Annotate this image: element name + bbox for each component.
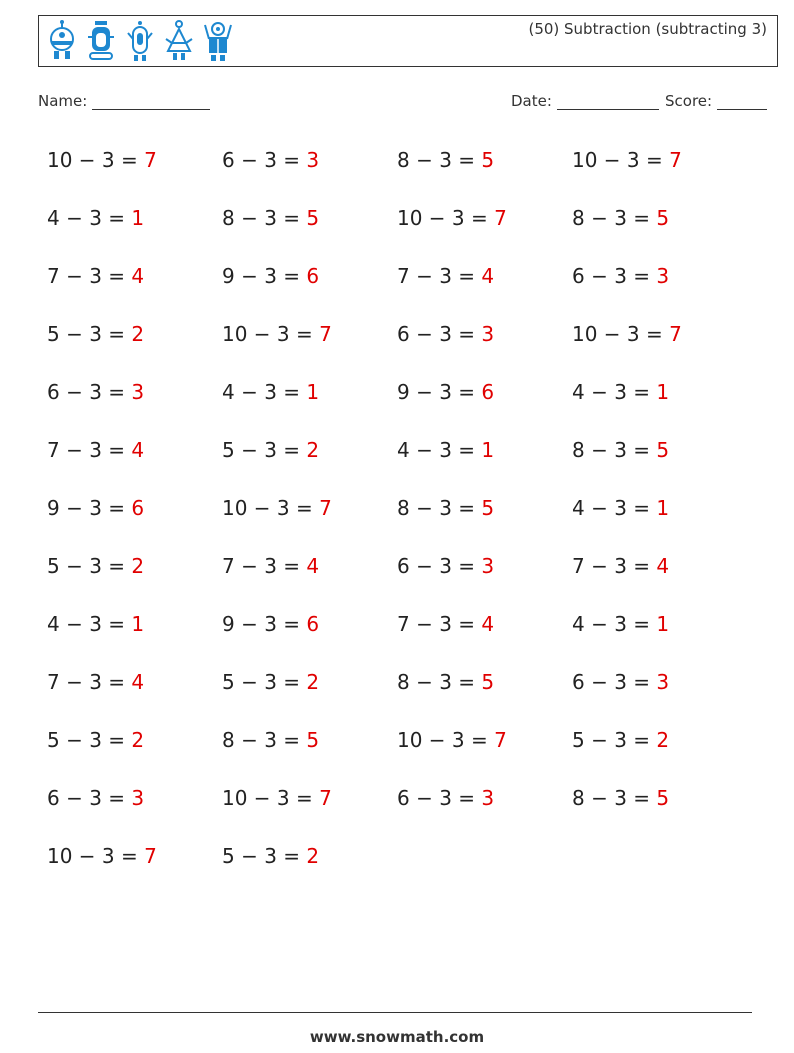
problem-answer: 5 xyxy=(656,206,670,230)
problem-answer: 6 xyxy=(481,380,495,404)
score-label: Score: xyxy=(665,92,713,110)
score-blank[interactable] xyxy=(717,93,767,110)
problem-9 xyxy=(47,264,144,288)
problem-answer: 7 xyxy=(144,148,157,172)
problem-question: 7 − 3 = xyxy=(222,554,307,578)
problem-question: 8 − 3 = xyxy=(572,786,657,810)
date-field[interactable] xyxy=(511,92,659,110)
problem-28 xyxy=(572,496,669,520)
problem-29 xyxy=(47,554,144,578)
problem-question: 7 − 3 = xyxy=(397,264,482,288)
problem-answer: 2 xyxy=(131,322,145,346)
problem-answer: 1 xyxy=(131,206,145,230)
problem-27 xyxy=(397,496,494,520)
problem-48 xyxy=(572,786,669,810)
problem-question: 6 − 3 = xyxy=(47,380,132,404)
problem-answer: 5 xyxy=(656,438,670,462)
robot-icons xyxy=(47,19,233,65)
problem-answer: 4 xyxy=(131,264,145,288)
problem-2 xyxy=(222,148,319,172)
problem-12 xyxy=(572,264,669,288)
problem-answer: 1 xyxy=(306,380,320,404)
problem-answer: 2 xyxy=(131,728,145,752)
problem-question: 8 − 3 = xyxy=(397,148,482,172)
problem-question: 10 − 3 = xyxy=(47,148,145,172)
problem-answer: 4 xyxy=(481,612,495,636)
problem-question: 9 − 3 = xyxy=(222,612,307,636)
problem-question: 5 − 3 = xyxy=(47,322,132,346)
problem-46 xyxy=(222,786,332,810)
problem-7 xyxy=(397,206,507,230)
problem-answer: 7 xyxy=(319,786,332,810)
problem-answer: 5 xyxy=(306,206,320,230)
problem-question: 5 − 3 = xyxy=(222,844,307,868)
problem-question: 7 − 3 = xyxy=(47,264,132,288)
problem-24 xyxy=(572,438,669,462)
robot-icon-1 xyxy=(47,19,77,65)
problem-question: 6 − 3 = xyxy=(572,670,657,694)
problem-question: 10 − 3 = xyxy=(572,148,670,172)
problem-answer: 2 xyxy=(656,728,670,752)
problem-question: 5 − 3 = xyxy=(572,728,657,752)
problem-41 xyxy=(47,728,144,752)
robot-icon-3 xyxy=(125,19,155,65)
problem-answer: 1 xyxy=(481,438,495,462)
problem-answer: 2 xyxy=(306,438,320,462)
problem-39 xyxy=(397,670,494,694)
problem-26 xyxy=(222,496,332,520)
problem-question: 8 − 3 = xyxy=(397,670,482,694)
robot-icon-4 xyxy=(164,19,194,65)
problem-answer: 1 xyxy=(656,612,670,636)
problem-question: 7 − 3 = xyxy=(47,438,132,462)
problem-answer: 7 xyxy=(494,728,507,752)
problem-15 xyxy=(397,322,494,346)
problem-34 xyxy=(222,612,319,636)
problem-18 xyxy=(222,380,319,404)
name-label: Name: xyxy=(38,92,88,110)
problem-question: 8 − 3 = xyxy=(572,206,657,230)
problem-answer: 2 xyxy=(306,844,320,868)
score-field[interactable] xyxy=(665,92,767,110)
header-box xyxy=(38,15,778,67)
problem-answer: 3 xyxy=(481,322,495,346)
problem-question: 5 − 3 = xyxy=(47,554,132,578)
problem-question: 10 − 3 = xyxy=(397,728,495,752)
date-blank[interactable] xyxy=(557,93,659,110)
problem-question: 9 − 3 = xyxy=(47,496,132,520)
problem-question: 10 − 3 = xyxy=(572,322,670,346)
problem-answer: 3 xyxy=(131,786,145,810)
problem-16 xyxy=(572,322,682,346)
problem-36 xyxy=(572,612,669,636)
problem-answer: 7 xyxy=(669,322,682,346)
problem-question: 10 − 3 = xyxy=(222,322,320,346)
robot-icon-5 xyxy=(203,19,233,65)
problem-answer: 3 xyxy=(481,786,495,810)
problem-answer: 2 xyxy=(306,670,320,694)
problem-question: 4 − 3 = xyxy=(47,612,132,636)
problem-38 xyxy=(222,670,319,694)
problem-answer: 3 xyxy=(131,380,145,404)
problem-20 xyxy=(572,380,669,404)
problem-question: 6 − 3 = xyxy=(47,786,132,810)
problem-11 xyxy=(397,264,494,288)
problem-14 xyxy=(222,322,332,346)
problem-question: 6 − 3 = xyxy=(572,264,657,288)
problem-answer: 3 xyxy=(656,670,670,694)
problem-answer: 4 xyxy=(656,554,670,578)
footer-url[interactable]: www.snowmath.com xyxy=(309,1028,485,1046)
problem-answer: 1 xyxy=(656,380,670,404)
problem-answer: 3 xyxy=(481,554,495,578)
problem-answer: 7 xyxy=(319,496,332,520)
problem-25 xyxy=(47,496,144,520)
problem-22 xyxy=(222,438,319,462)
problem-answer: 5 xyxy=(306,728,320,752)
problem-question: 9 − 3 = xyxy=(397,380,482,404)
date-label: Date: xyxy=(511,92,552,110)
problem-6 xyxy=(222,206,319,230)
problem-1 xyxy=(47,148,157,172)
problem-answer: 7 xyxy=(319,322,332,346)
problem-5 xyxy=(47,206,144,230)
problem-answer: 4 xyxy=(131,670,145,694)
problem-answer: 1 xyxy=(656,496,670,520)
problem-answer: 4 xyxy=(481,264,495,288)
problem-answer: 7 xyxy=(669,148,682,172)
problem-question: 4 − 3 = xyxy=(47,206,132,230)
problem-4 xyxy=(572,148,682,172)
problem-answer: 6 xyxy=(306,612,320,636)
problem-question: 8 − 3 = xyxy=(222,728,307,752)
problem-question: 6 − 3 = xyxy=(397,786,482,810)
problem-question: 7 − 3 = xyxy=(572,554,657,578)
problem-question: 8 − 3 = xyxy=(572,438,657,462)
problem-42 xyxy=(222,728,319,752)
problem-10 xyxy=(222,264,319,288)
problem-answer: 4 xyxy=(306,554,320,578)
problem-answer: 4 xyxy=(131,438,145,462)
problem-23 xyxy=(397,438,494,462)
problem-question: 10 − 3 = xyxy=(397,206,495,230)
problem-question: 10 − 3 = xyxy=(222,786,320,810)
problem-answer: 7 xyxy=(494,206,507,230)
problem-31 xyxy=(397,554,494,578)
problem-30 xyxy=(222,554,319,578)
problem-33 xyxy=(47,612,144,636)
problem-32 xyxy=(572,554,669,578)
problem-44 xyxy=(572,728,669,752)
worksheet-title: (50) Subtraction (subtracting 3) xyxy=(528,20,767,38)
problem-question: 5 − 3 = xyxy=(222,438,307,462)
problem-19 xyxy=(397,380,494,404)
problem-answer: 3 xyxy=(306,148,320,172)
problem-40 xyxy=(572,670,669,694)
problem-49 xyxy=(47,844,157,868)
problem-question: 6 − 3 = xyxy=(397,322,482,346)
problem-21 xyxy=(47,438,144,462)
problem-50 xyxy=(222,844,319,868)
problem-47 xyxy=(397,786,494,810)
problem-43 xyxy=(397,728,507,752)
problem-answer: 5 xyxy=(481,670,495,694)
problem-question: 6 − 3 = xyxy=(397,554,482,578)
name-field[interactable] xyxy=(38,92,210,110)
problem-question: 4 − 3 = xyxy=(572,496,657,520)
problem-question: 5 − 3 = xyxy=(47,728,132,752)
problem-question: 10 − 3 = xyxy=(47,844,145,868)
problem-answer: 5 xyxy=(481,148,495,172)
problem-answer: 6 xyxy=(131,496,145,520)
problem-3 xyxy=(397,148,494,172)
problem-answer: 6 xyxy=(306,264,320,288)
problem-question: 7 − 3 = xyxy=(397,612,482,636)
footer-divider xyxy=(38,1012,752,1013)
problem-question: 8 − 3 = xyxy=(222,206,307,230)
problem-question: 9 − 3 = xyxy=(222,264,307,288)
problem-13 xyxy=(47,322,144,346)
problem-answer: 1 xyxy=(131,612,145,636)
problem-question: 4 − 3 = xyxy=(397,438,482,462)
problem-35 xyxy=(397,612,494,636)
problem-answer: 7 xyxy=(144,844,157,868)
problem-answer: 3 xyxy=(656,264,670,288)
problem-question: 8 − 3 = xyxy=(397,496,482,520)
problem-question: 5 − 3 = xyxy=(222,670,307,694)
problem-answer: 2 xyxy=(131,554,145,578)
problem-45 xyxy=(47,786,144,810)
problem-answer: 5 xyxy=(656,786,670,810)
problem-question: 4 − 3 = xyxy=(222,380,307,404)
problem-question: 4 − 3 = xyxy=(572,612,657,636)
problem-37 xyxy=(47,670,144,694)
problem-question: 7 − 3 = xyxy=(47,670,132,694)
problem-17 xyxy=(47,380,144,404)
name-blank[interactable] xyxy=(92,93,210,110)
problem-question: 4 − 3 = xyxy=(572,380,657,404)
robot-icon-2 xyxy=(86,19,116,65)
problem-question: 6 − 3 = xyxy=(222,148,307,172)
problem-8 xyxy=(572,206,669,230)
problem-question: 10 − 3 = xyxy=(222,496,320,520)
problem-answer: 5 xyxy=(481,496,495,520)
